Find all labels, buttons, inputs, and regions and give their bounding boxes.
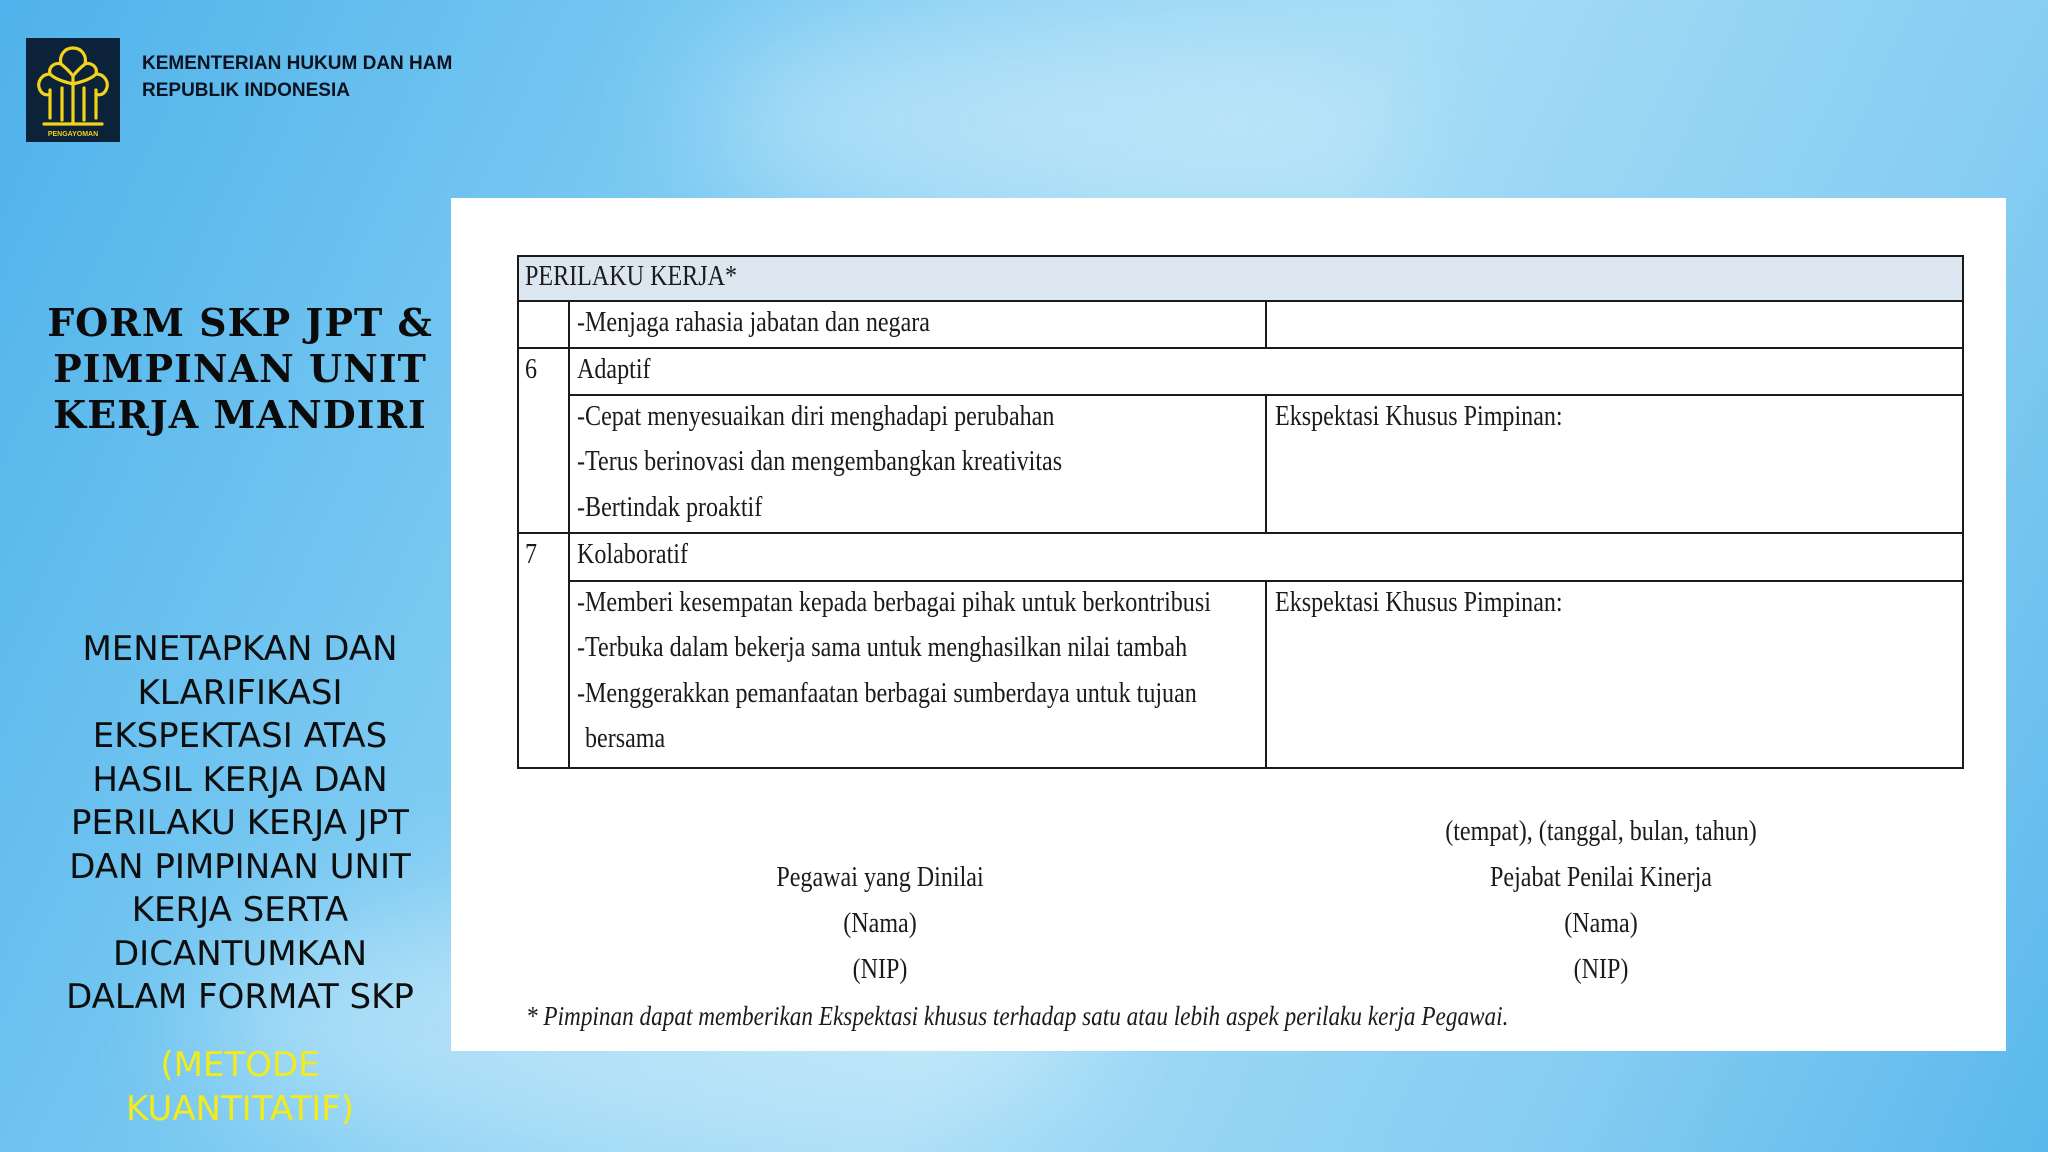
behavior-item: -Menjaga rahasia jabatan dan negara [577,307,930,338]
description-line: PERILAKU KERJA JPT [71,803,409,843]
row-category: Kolaboratif [577,539,688,570]
expectation-label: Ekspektasi Khusus Pimpinan: [1275,401,1563,432]
table-border [1962,255,1964,769]
slide-title-line: KERJA MANDIRI [53,392,427,437]
table-border [517,300,1964,302]
behavior-table [517,255,1964,769]
description-line: MENETAPKAN DAN [82,629,398,669]
description-line: DAN PIMPINAN UNIT [69,846,411,887]
table-border [517,532,1964,534]
behavior-item: -Terus berinovasi dan mengembangkan kreativitas [577,446,1063,477]
description-line: KERJA SERTA [131,890,349,930]
ministry-logo [26,38,120,142]
expectation-label: Ekspektasi Khusus Pimpinan: [1275,587,1563,618]
slide-title [20,300,460,438]
table-border [568,300,570,769]
evaluee-name: (Nama) [843,908,917,939]
behavior-item: -Bertindak proaktif [577,492,763,523]
evaluee-role: Pegawai yang Dinilai [776,862,984,893]
slide-title-line: PIMPINAN UNIT [53,346,427,391]
description-line: DICANTUMKAN [112,933,368,974]
background-glow [700,20,1400,220]
evaluee-nip: (NIP) [852,954,908,985]
table-border [517,255,519,769]
row-category: Adaptif [577,354,651,385]
description-line: EKSPEKTASI ATAS [92,716,388,756]
signature-place-date: (tempat), (tanggal, bulan, tahun) [1445,816,1757,847]
row-number: 6 [525,354,538,385]
description-line: DALAM FORMAT SKP [66,977,414,1017]
method-label [40,1043,440,1131]
table-border [517,255,1964,257]
behavior-item: -Terbuka dalam bekerja sama untuk menghasilkan nilai tambah [577,632,1188,663]
table-border [517,767,1964,769]
description-line: KLARIFIKASI [137,672,343,713]
evaluator-role: Pejabat Penilai Kinerja [1489,862,1712,893]
slide-title-line: FORM SKP JPT & [47,300,433,345]
table-border [1265,394,1267,534]
pengayoman-emblem-icon [26,38,120,142]
footnote: * Pimpinan dapat memberikan Ekspektasi khusus terhadap satu atau lebih aspek perilaku kerja Pegawai. [526,1001,1509,1031]
behavior-item: -Menggerakkan pemanfaatan berbagai sumberdaya untuk tujuan [577,678,1197,709]
row-number: 7 [525,539,538,570]
table-border [517,347,1964,349]
table-header-label: PERILAKU KERJA* [525,261,738,292]
slide-description [40,628,440,1020]
behavior-item: -Cepat menyesuaikan diri menghadapi perubahan [577,401,1055,432]
table-border [1265,580,1267,769]
table-border [1265,300,1267,349]
description-line: HASIL KERJA DAN [92,759,388,800]
logo-caption: PENGAYOMAN [47,131,99,138]
behavior-item: bersama [585,723,666,754]
behavior-item: -Memberi kesempatan kepada berbagai pihak untuk berkontribusi [577,587,1211,618]
evaluator-name: (Nama) [1564,908,1638,939]
form-document [451,198,2006,1051]
method-line: (METODE [160,1045,320,1085]
evaluator-nip: (NIP) [1573,954,1629,985]
org-name-line2: REPUBLIK INDONESIA [142,80,350,101]
method-line: KUANTITATIF) [125,1089,355,1129]
org-name-line1: KEMENTERIAN HUKUM DAN HAM [142,53,453,74]
